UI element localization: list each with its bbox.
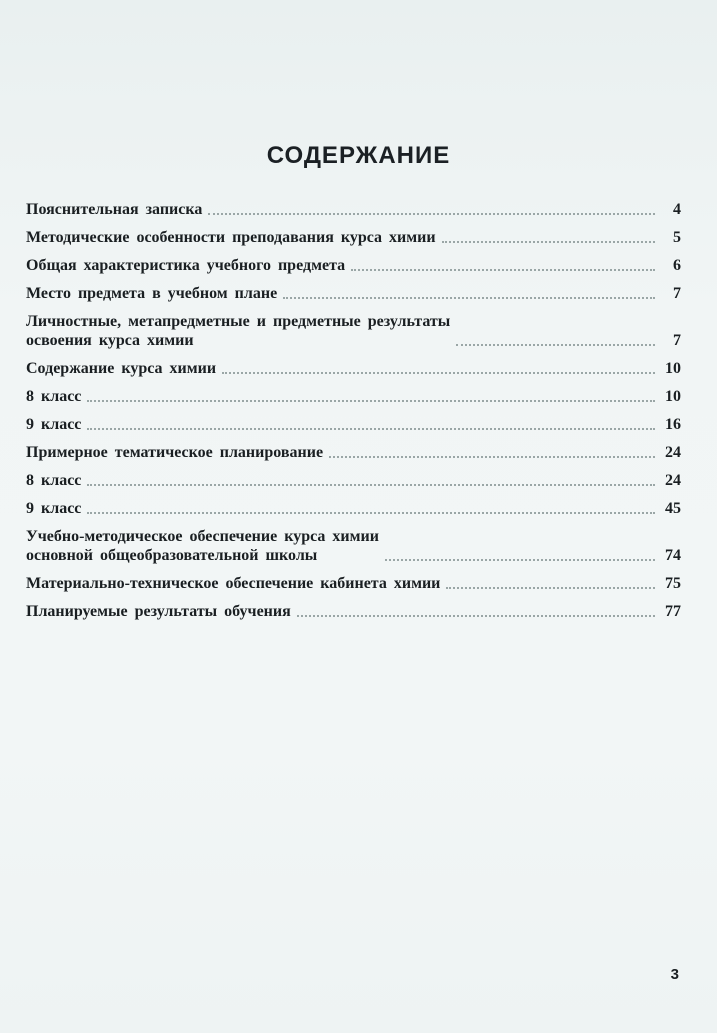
toc-entry xyxy=(26,284,681,303)
toc-page-number: 75 xyxy=(665,575,681,592)
toc-entry-text: Место предмета в учебном плане xyxy=(26,285,278,302)
toc-page-number: 10 xyxy=(665,360,681,377)
toc-entry-text: Содержание курса химии xyxy=(26,360,217,377)
toc-entry-text: 9 класс xyxy=(26,416,82,433)
toc-page-number: 77 xyxy=(665,603,681,620)
dot-leader xyxy=(329,455,655,458)
toc-entry xyxy=(26,359,681,378)
toc-entry xyxy=(26,499,681,518)
toc-entry xyxy=(26,415,681,434)
table-of-contents xyxy=(26,200,681,630)
dot-leader xyxy=(87,511,655,514)
toc-entry xyxy=(26,602,681,621)
toc-entry xyxy=(26,256,681,275)
toc-entry xyxy=(26,471,681,490)
dot-leader xyxy=(87,483,655,486)
toc-entry-text: Материально-техническое обеспечение кабинета химии xyxy=(26,575,441,592)
toc-entry xyxy=(26,527,681,565)
page-title: СОДЕРЖАНИЕ xyxy=(266,142,451,169)
dot-leader xyxy=(87,399,655,402)
dot-leader xyxy=(222,371,655,374)
toc-entry-text: Личностные, метапредметные и предметные результаты xyxy=(26,313,451,330)
toc-entry-text: Методические особенности преподавания курса химии xyxy=(26,229,436,246)
toc-entry-text: Общая характеристика учебного предмета xyxy=(26,257,346,274)
toc-page-number: 16 xyxy=(665,416,681,433)
page-number: 3 xyxy=(670,966,679,983)
toc-entry-text: Пояснительная записка xyxy=(26,201,203,218)
toc-entry-text: Примерное тематическое планирование xyxy=(26,444,324,461)
toc-entry-text: освоения курса химии xyxy=(26,332,194,349)
dot-leader xyxy=(351,268,655,271)
dot-leader xyxy=(87,427,655,430)
toc-page-number: 6 xyxy=(673,257,681,274)
toc-page-number: 5 xyxy=(673,229,681,246)
dot-leader xyxy=(208,212,655,215)
dot-leader xyxy=(442,240,655,243)
toc-entry xyxy=(26,574,681,593)
toc-entry-text: 8 класс xyxy=(26,388,82,405)
toc-entry-text: основной общеобразовательной школы xyxy=(26,547,318,564)
toc-page-number: 45 xyxy=(665,500,681,517)
toc-entry-text: 9 класс xyxy=(26,500,82,517)
toc-entry-text: Планируемые результаты обучения xyxy=(26,603,291,620)
toc-entry-text: Учебно-методическое обеспечение курса химии xyxy=(26,528,379,545)
dot-leader xyxy=(385,558,655,561)
toc-entry-text: 8 класс xyxy=(26,472,82,489)
toc-entry xyxy=(26,387,681,406)
toc-entry xyxy=(26,200,681,219)
toc-entry xyxy=(26,443,681,462)
toc-page-number: 4 xyxy=(673,201,681,218)
toc-page-number: 74 xyxy=(665,547,681,564)
toc-entry xyxy=(26,228,681,247)
toc-page-number: 7 xyxy=(673,285,681,302)
toc-page-number: 24 xyxy=(665,472,681,489)
dot-leader xyxy=(456,343,655,346)
dot-leader xyxy=(283,296,655,299)
toc-page-number: 7 xyxy=(673,332,681,349)
toc-entry xyxy=(26,312,681,350)
dot-leader xyxy=(446,586,655,589)
dot-leader xyxy=(297,614,655,617)
toc-page-number: 24 xyxy=(665,444,681,461)
toc-page-number: 10 xyxy=(665,388,681,405)
